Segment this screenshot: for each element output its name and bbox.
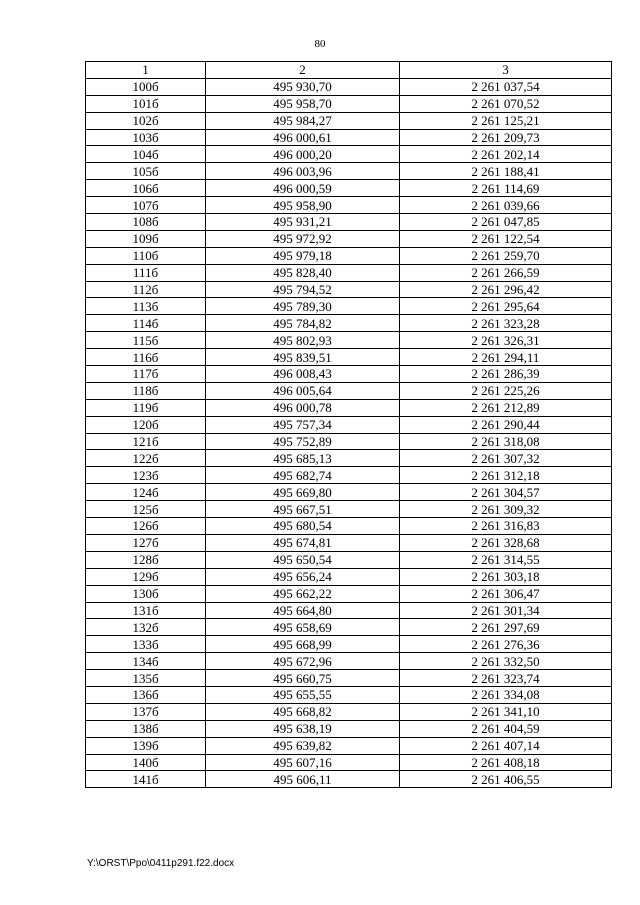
cell-point-id: 138б (86, 720, 206, 737)
cell-x-coordinate: 495 638,19 (206, 720, 400, 737)
cell-x-coordinate: 495 660,75 (206, 670, 400, 687)
column-header-point: 1 (86, 62, 206, 79)
cell-x-coordinate: 495 682,74 (206, 467, 400, 484)
table-row (86, 298, 612, 315)
table-row (86, 754, 612, 771)
table-row (86, 214, 612, 231)
cell-point-id: 134б (86, 653, 206, 670)
cell-y-coordinate: 2 261 309,32 (400, 501, 612, 518)
table-row (86, 636, 612, 653)
cell-x-coordinate: 495 752,89 (206, 433, 400, 450)
coordinates-table (85, 61, 612, 788)
table-body (86, 78, 612, 787)
cell-x-coordinate: 496 003,96 (206, 163, 400, 180)
cell-x-coordinate: 495 757,34 (206, 416, 400, 433)
cell-y-coordinate: 2 261 301,34 (400, 602, 612, 619)
cell-x-coordinate: 495 680,54 (206, 518, 400, 535)
table-row (86, 230, 612, 247)
table-row (86, 433, 612, 450)
cell-point-id: 126б (86, 518, 206, 535)
table-row (86, 399, 612, 416)
cell-y-coordinate: 2 261 286,39 (400, 366, 612, 383)
cell-point-id: 105б (86, 163, 206, 180)
cell-y-coordinate: 2 261 188,41 (400, 163, 612, 180)
cell-y-coordinate: 2 261 323,74 (400, 670, 612, 687)
cell-y-coordinate: 2 261 334,08 (400, 686, 612, 703)
cell-point-id: 135б (86, 670, 206, 687)
cell-point-id: 103б (86, 129, 206, 146)
cell-point-id: 121б (86, 433, 206, 450)
table-row (86, 585, 612, 602)
cell-x-coordinate: 495 606,11 (206, 771, 400, 788)
cell-x-coordinate: 495 650,54 (206, 551, 400, 568)
cell-y-coordinate: 2 261 316,83 (400, 518, 612, 535)
cell-x-coordinate: 496 000,20 (206, 146, 400, 163)
table-row (86, 501, 612, 518)
cell-y-coordinate: 2 261 407,14 (400, 737, 612, 754)
cell-x-coordinate: 495 789,30 (206, 298, 400, 315)
cell-point-id: 140б (86, 754, 206, 771)
cell-point-id: 113б (86, 298, 206, 315)
cell-point-id: 118б (86, 382, 206, 399)
cell-y-coordinate: 2 261 259,70 (400, 247, 612, 264)
page-number: 80 (314, 38, 326, 50)
cell-x-coordinate: 495 607,16 (206, 754, 400, 771)
cell-point-id: 139б (86, 737, 206, 754)
table-row (86, 197, 612, 214)
cell-y-coordinate: 2 261 306,47 (400, 585, 612, 602)
table-row (86, 146, 612, 163)
cell-y-coordinate: 2 261 037,54 (400, 78, 612, 95)
table-row (86, 332, 612, 349)
table-row (86, 484, 612, 501)
cell-x-coordinate: 495 984,27 (206, 112, 400, 129)
cell-y-coordinate: 2 261 039,66 (400, 197, 612, 214)
cell-y-coordinate: 2 261 202,14 (400, 146, 612, 163)
table-row (86, 467, 612, 484)
cell-y-coordinate: 2 261 332,50 (400, 653, 612, 670)
cell-y-coordinate: 2 261 314,55 (400, 551, 612, 568)
cell-point-id: 122б (86, 450, 206, 467)
table-row (86, 703, 612, 720)
cell-y-coordinate: 2 261 290,44 (400, 416, 612, 433)
cell-point-id: 106б (86, 180, 206, 197)
cell-point-id: 107б (86, 197, 206, 214)
cell-x-coordinate: 495 972,92 (206, 230, 400, 247)
cell-y-coordinate: 2 261 323,28 (400, 315, 612, 332)
cell-x-coordinate: 495 674,81 (206, 534, 400, 551)
cell-x-coordinate: 495 685,13 (206, 450, 400, 467)
cell-y-coordinate: 2 261 312,18 (400, 467, 612, 484)
cell-point-id: 104б (86, 146, 206, 163)
cell-x-coordinate: 495 668,82 (206, 703, 400, 720)
table-row (86, 382, 612, 399)
table-row (86, 771, 612, 788)
cell-y-coordinate: 2 261 307,32 (400, 450, 612, 467)
cell-y-coordinate: 2 261 114,69 (400, 180, 612, 197)
cell-x-coordinate: 496 000,78 (206, 399, 400, 416)
cell-point-id: 119б (86, 399, 206, 416)
cell-x-coordinate: 495 656,24 (206, 568, 400, 585)
cell-x-coordinate: 495 839,51 (206, 349, 400, 366)
cell-y-coordinate: 2 261 326,31 (400, 332, 612, 349)
cell-x-coordinate: 495 672,96 (206, 653, 400, 670)
cell-y-coordinate: 2 261 304,57 (400, 484, 612, 501)
cell-point-id: 131б (86, 602, 206, 619)
cell-x-coordinate: 495 664,80 (206, 602, 400, 619)
cell-y-coordinate: 2 261 406,55 (400, 771, 612, 788)
table-row (86, 315, 612, 332)
cell-point-id: 114б (86, 315, 206, 332)
table-row (86, 366, 612, 383)
table-row (86, 653, 612, 670)
table-row (86, 518, 612, 535)
cell-y-coordinate: 2 261 404,59 (400, 720, 612, 737)
cell-y-coordinate: 2 261 295,64 (400, 298, 612, 315)
cell-point-id: 109б (86, 230, 206, 247)
cell-x-coordinate: 495 828,40 (206, 264, 400, 281)
cell-y-coordinate: 2 261 296,42 (400, 281, 612, 298)
cell-x-coordinate: 495 930,70 (206, 78, 400, 95)
table-row (86, 450, 612, 467)
cell-y-coordinate: 2 261 318,08 (400, 433, 612, 450)
table-row (86, 619, 612, 636)
cell-point-id: 117б (86, 366, 206, 383)
cell-point-id: 111б (86, 264, 206, 281)
cell-point-id: 128б (86, 551, 206, 568)
table-row (86, 129, 612, 146)
cell-y-coordinate: 2 261 212,89 (400, 399, 612, 416)
table-row (86, 416, 612, 433)
cell-point-id: 108б (86, 214, 206, 231)
table-row (86, 247, 612, 264)
table-row (86, 163, 612, 180)
cell-point-id: 102б (86, 112, 206, 129)
cell-x-coordinate: 496 008,43 (206, 366, 400, 383)
table-row (86, 551, 612, 568)
column-header-y: 3 (400, 62, 612, 79)
table-row (86, 686, 612, 703)
cell-point-id: 110б (86, 247, 206, 264)
cell-point-id: 137б (86, 703, 206, 720)
cell-x-coordinate: 495 931,21 (206, 214, 400, 231)
cell-x-coordinate: 495 667,51 (206, 501, 400, 518)
footer-file-path: Y:\ORST\Ppo\0411p291.f22.docx (87, 858, 235, 869)
table-header-row (86, 62, 612, 79)
cell-point-id: 112б (86, 281, 206, 298)
cell-y-coordinate: 2 261 294,11 (400, 349, 612, 366)
cell-point-id: 101б (86, 95, 206, 112)
table-row (86, 720, 612, 737)
cell-x-coordinate: 495 655,55 (206, 686, 400, 703)
cell-x-coordinate: 495 958,70 (206, 95, 400, 112)
cell-x-coordinate: 495 662,22 (206, 585, 400, 602)
cell-y-coordinate: 2 261 125,21 (400, 112, 612, 129)
cell-y-coordinate: 2 261 225,26 (400, 382, 612, 399)
table-row (86, 670, 612, 687)
cell-x-coordinate: 495 784,82 (206, 315, 400, 332)
cell-point-id: 120б (86, 416, 206, 433)
cell-point-id: 115б (86, 332, 206, 349)
cell-x-coordinate: 496 000,59 (206, 180, 400, 197)
cell-point-id: 116б (86, 349, 206, 366)
cell-point-id: 127б (86, 534, 206, 551)
table-row (86, 737, 612, 754)
cell-y-coordinate: 2 261 328,68 (400, 534, 612, 551)
table-row (86, 95, 612, 112)
table-row (86, 264, 612, 281)
table-row (86, 602, 612, 619)
cell-point-id: 130б (86, 585, 206, 602)
cell-point-id: 141б (86, 771, 206, 788)
column-header-x: 2 (206, 62, 400, 79)
cell-y-coordinate: 2 261 341,10 (400, 703, 612, 720)
cell-y-coordinate: 2 261 122,54 (400, 230, 612, 247)
cell-x-coordinate: 495 669,80 (206, 484, 400, 501)
cell-y-coordinate: 2 261 276,36 (400, 636, 612, 653)
cell-point-id: 123б (86, 467, 206, 484)
table-row (86, 534, 612, 551)
table-row (86, 349, 612, 366)
cell-y-coordinate: 2 261 266,59 (400, 264, 612, 281)
cell-x-coordinate: 495 802,93 (206, 332, 400, 349)
cell-x-coordinate: 495 658,69 (206, 619, 400, 636)
cell-point-id: 133б (86, 636, 206, 653)
cell-y-coordinate: 2 261 070,52 (400, 95, 612, 112)
cell-y-coordinate: 2 261 209,73 (400, 129, 612, 146)
cell-x-coordinate: 496 000,61 (206, 129, 400, 146)
cell-x-coordinate: 495 979,18 (206, 247, 400, 264)
cell-point-id: 125б (86, 501, 206, 518)
table-row (86, 180, 612, 197)
table-row (86, 568, 612, 585)
cell-point-id: 132б (86, 619, 206, 636)
cell-x-coordinate: 495 639,82 (206, 737, 400, 754)
cell-point-id: 129б (86, 568, 206, 585)
cell-y-coordinate: 2 261 303,18 (400, 568, 612, 585)
table-row (86, 112, 612, 129)
cell-y-coordinate: 2 261 297,69 (400, 619, 612, 636)
cell-point-id: 124б (86, 484, 206, 501)
cell-y-coordinate: 2 261 047,85 (400, 214, 612, 231)
cell-x-coordinate: 496 005,64 (206, 382, 400, 399)
table-row (86, 281, 612, 298)
cell-point-id: 136б (86, 686, 206, 703)
table-row (86, 78, 612, 95)
cell-x-coordinate: 495 958,90 (206, 197, 400, 214)
cell-x-coordinate: 495 668,99 (206, 636, 400, 653)
cell-x-coordinate: 495 794,52 (206, 281, 400, 298)
cell-y-coordinate: 2 261 408,18 (400, 754, 612, 771)
cell-point-id: 100б (86, 78, 206, 95)
